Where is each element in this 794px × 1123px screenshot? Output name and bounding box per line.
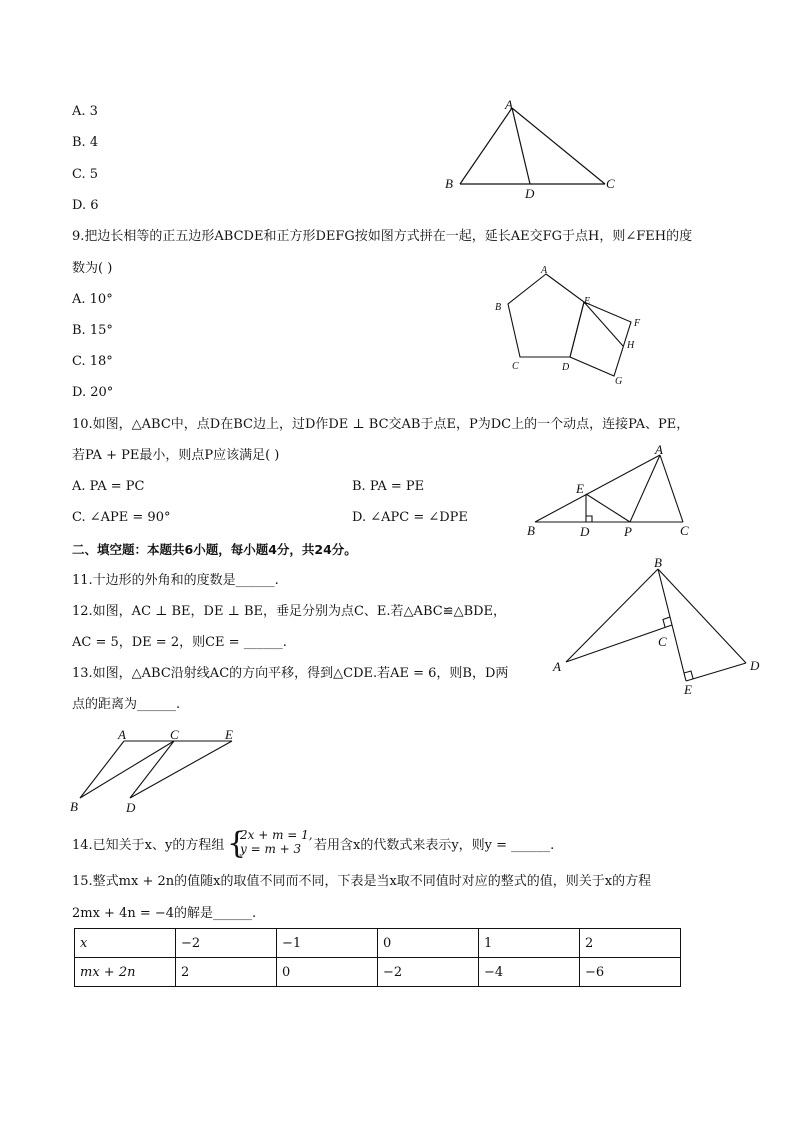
q10-label-d: D [580,524,590,539]
table-cell: 1 [479,929,580,958]
q9-stem-line2: 数为( ) [72,261,113,276]
q9-pentagon-square-figure [490,262,650,392]
q15-value-table [74,928,681,987]
q10-option-c: C. ∠APE = 90° [72,510,171,525]
q10-option-b: B. PA = PE [352,479,425,494]
q13-label-e: E [225,727,233,742]
table-cell: −2 [176,929,277,958]
q9-option-c: C. 18° [72,354,113,369]
q10-triangle-figure [525,440,700,540]
q12-line2: AC = 5，DE = 2，则CE = ______. [72,635,287,650]
table-cell: 0 [378,929,479,958]
table-cell: 2 [176,958,277,987]
q12-label-b: B [654,555,662,570]
q13-figure [64,725,249,817]
q10-label-b: B [527,523,535,538]
q12-line1: 12.如图，AC ⊥ BE，DE ⊥ BE，垂足分别为点C、E.若△ABC≌△BDE， [72,604,507,619]
q12-label-a: A [553,659,561,674]
q8-option-d: D. 6 [72,198,99,213]
table-row [75,958,681,987]
q8-option-b: B. 4 [72,135,99,150]
q15-line1: 15.整式mx + 2n的值随x的取值不同而不同，下表是当x取不同值时对应的整式的值，则关于x的方程 [72,874,652,889]
q10-stem-line1: 10.如图，△ABC中，点D在BC边上，过D作DE ⊥ BC交AB于点E，P为DC上的一个动点，连接PA、PE， [72,417,690,432]
table-cell: −4 [479,958,580,987]
q9-option-a: A. 10° [72,292,113,307]
q10-label-c: C [680,523,689,538]
q9-label-d: D [562,362,570,373]
q10-label-p: P [624,524,632,539]
table-row [75,929,681,958]
q9-label-e: E [584,296,591,307]
q10-label-a: A [655,442,663,457]
q14-brace: { [227,826,247,861]
q14-suffix: 若用含x的代数式来表示y，则y = ______. [314,838,555,853]
q13-line1: 13.如图，△ABC沿射线AC的方向平移，得到△CDE.若AE = 6，则B，D两 [72,666,509,681]
q10-stem-line2: 若PA + PE最小，则点P应该满足( ) [72,448,280,463]
q11-stem: 11.十边形的外角和的度数是______. [72,573,279,588]
q9-label-a: A [541,265,548,276]
table-cell: mx + 2n [75,958,176,987]
q12-label-d: D [750,658,760,673]
table-cell: −6 [580,958,681,987]
q8-label-a: A [505,97,513,112]
q8-label-b: B [445,176,453,191]
q12-label-e: E [684,682,692,697]
q14-eq1: 2x + m = 1, [240,828,313,842]
q9-option-b: B. 15° [72,323,113,338]
table-cell: −2 [378,958,479,987]
q8-label-d: D [525,186,535,201]
q13-label-d: D [126,800,136,815]
q9-label-b: B [495,302,502,313]
q10-option-d: D. ∠APC = ∠DPE [352,510,468,525]
q13-label-b: B [70,799,78,814]
q13-label-c: C [170,727,179,742]
q13-label-a: A [118,727,126,742]
q9-option-d: D. 20° [72,385,114,400]
q9-label-g: G [615,376,623,387]
q14-prefix: 14.已知关于x、y的方程组 [72,838,225,853]
q9-stem-line1: 9.把边长相等的正五边形ABCDE和正方形DEFG按如图方式拼在一起，延长AE交FG于点H，则∠FEH的度 [72,229,693,244]
section-heading-fill-in: 二、填空题：本题共6小题，每小题4分，共24分。 [72,542,357,557]
table-cell: 0 [277,958,378,987]
q10-option-a: A. PA = PC [72,479,145,494]
q8-triangle-figure [440,96,620,201]
q14-eq2: y = m + 3 [240,842,302,856]
q9-label-c: C [512,361,519,372]
table-cell: x [75,929,176,958]
q12-figure [548,555,768,700]
q9-label-f: F [634,318,641,329]
table-cell: −1 [277,929,378,958]
q10-label-e: E [576,481,584,496]
q8-option-c: C. 5 [72,167,99,182]
q13-line2: 点的距离为______. [72,697,181,712]
q9-label-h: H [627,340,635,351]
q8-label-c: C [606,176,615,191]
q15-line2: 2mx + 4n = −4的解是______. [72,906,257,921]
q8-option-a: A. 3 [72,104,98,119]
q12-label-c: C [658,634,667,649]
table-cell: 2 [580,929,681,958]
